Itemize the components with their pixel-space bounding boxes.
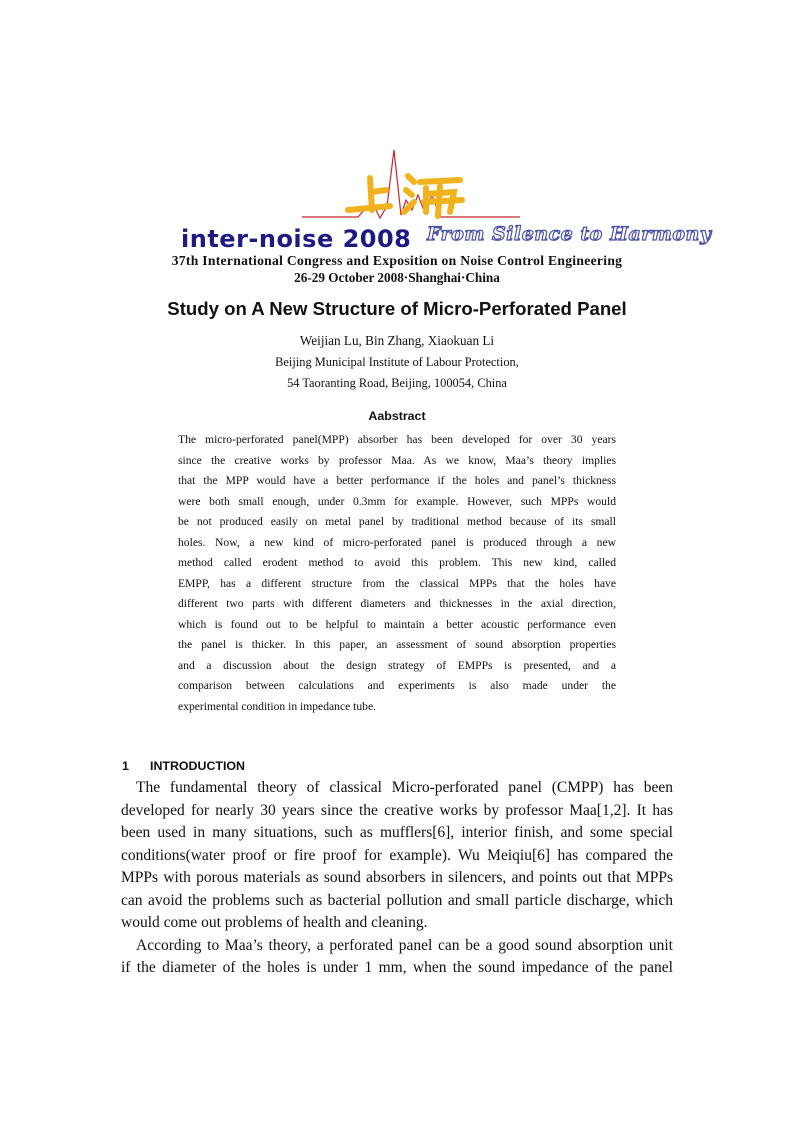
paper-title: Study on A New Structure of Micro-Perforated Panel	[167, 298, 627, 319]
logo-tagline: From Silence to Harmony	[427, 223, 712, 245]
conference-name: 37th International Congress and Exposition on Noise Control Engineering	[171, 253, 623, 268]
section-body	[121, 777, 673, 980]
body-line: been used in many situations, such as mufflers[6], interior finish, and some special	[121, 824, 673, 841]
logo-chinese-characters	[348, 176, 462, 216]
body-line: MPPs with porous materials as sound absorbers in silencers, and points out that MPPs	[121, 869, 673, 886]
abstract-line: different two parts with different diameters and thicknesses in the axial direction,	[178, 597, 616, 610]
abstract-line: were both small enough, under 0.3mm for example. However, such MPPs would	[178, 494, 616, 508]
abstract-line: since the creative works by professor Maa. As we know, Maa’s theory implies	[178, 453, 616, 467]
logo-chinese-text: 上海	[170, 140, 172, 141]
affiliation-line-2: 54 Taoranting Road, Beijing, 100054, China	[287, 376, 507, 390]
body-line: conditions(water proof or fire proof for example). Wu Meiqiu[6] has compared the	[121, 846, 673, 864]
body-line: According to Maa’s theory, a perforated panel can be a good sound absorption unit	[136, 936, 673, 954]
abstract-line: the panel is thicker. In this paper, an assessment of sound absorption properties	[178, 638, 616, 651]
abstract-heading: Aabstract	[368, 409, 426, 423]
abstract-line: and a discussion about the design strategy of EMPPs is presented, and a	[178, 658, 616, 672]
abstract-line: comparison between calculations and experiments is also made under the	[178, 679, 616, 692]
section-number: 1	[122, 759, 129, 773]
section-heading	[122, 759, 245, 773]
abstract-line: be not produced easily on metal panel by traditional method because of its small	[178, 515, 616, 528]
paper-authors: Weijian Lu, Bin Zhang, Xiaokuan Li	[299, 333, 495, 348]
section-title: INTRODUCTION	[150, 759, 245, 773]
abstract-line: which is found out to be helpful to maintain a better acoustic performance even	[178, 617, 616, 631]
body-line: if the diameter of the holes is under 1 mm, when the sound impedance of the panel	[121, 959, 673, 976]
conference-dates: 26-29 October 2008·Shanghai·China	[294, 270, 500, 285]
abstract-line: EMPP, has a different structure from the classical MPPs that the holes have	[178, 576, 616, 590]
abstract-line: The micro-perforated panel(MPP) absorber has been developed for over 30 years	[178, 433, 616, 446]
affiliation-line-1: Beijing Municipal Institute of Labour Protection,	[275, 355, 519, 369]
abstract-line: experimental condition in impedance tube.	[178, 699, 376, 713]
logo-inter-noise: inter-noise 2008	[181, 225, 412, 253]
body-line: would come out problems of health and cleaning.	[121, 914, 428, 931]
abstract-body	[178, 430, 616, 717]
body-line: The fundamental theory of classical Micro-perforated panel (CMPP) has been	[136, 779, 673, 796]
conference-logo	[0, 140, 794, 260]
abstract-line: holes. Now, a new kind of micro-perforated panel is produced through a new	[178, 535, 616, 549]
abstract-line: method called erodent method to avoid this problem. This new kind, called	[178, 556, 616, 569]
abstract-line: that the MPP would have a better performance if the holes and panel’s thickness	[178, 474, 616, 487]
body-line: can avoid the problems such as bacterial pollution and small particle discharge, which	[121, 891, 673, 909]
body-line: developed for nearly 30 years since the creative works by professor Maa[1,2]. It has	[121, 801, 673, 819]
